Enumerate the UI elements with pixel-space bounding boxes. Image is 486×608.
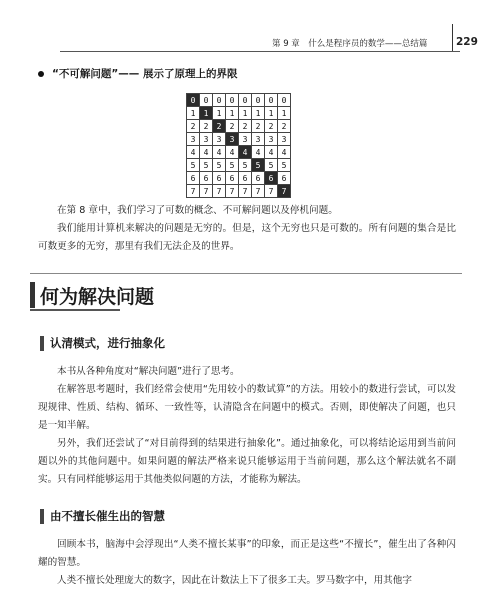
grid-cell-diagonal: 0: [187, 94, 200, 107]
header-divider: [452, 24, 453, 52]
subsection-2-title: 由不擅长催生出的智慧: [50, 509, 165, 523]
grid-row: [187, 146, 291, 159]
subsection-1-paragraph-1: 本书从各种角度对“解决问题”进行了思考。: [57, 366, 240, 377]
grid-cell: 7: [187, 185, 200, 198]
grid-row: [187, 185, 291, 198]
diagonal-grid: [186, 93, 291, 198]
grid-cell: 0: [265, 94, 278, 107]
grid-cell: 0: [239, 94, 252, 107]
intro-paragraph-1: 在第 8 章中，我们学习了可数的概念、不可解问题以及停机问题。: [57, 205, 338, 216]
grid-cell-diagonal: 6: [265, 172, 278, 185]
grid-cell: 0: [213, 94, 226, 107]
grid-row: [187, 107, 291, 120]
grid-cell: 0: [278, 94, 291, 107]
grid-cell-diagonal: 3: [226, 133, 239, 146]
grid-cell: 2: [278, 120, 291, 133]
grid-cell: 5: [278, 159, 291, 172]
subsection-1-paragraph-3: 另外，我们还尝试了“对目前得到的结果进行抽象化”。通过抽象化，可以将结论运用到当前问题以外的其他问题中。如果问题的解法严格来说只能够运用于当前问题，那么这个解法就名不副实。只有同样能够运用于其他类似问题的方法，才能称为解法。: [38, 438, 456, 485]
grid-cell: 6: [213, 172, 226, 185]
subsection-1-marker: [40, 336, 44, 351]
grid-cell: 6: [187, 172, 200, 185]
section-underline: [30, 309, 120, 311]
grid-cell: 6: [252, 172, 265, 185]
grid-cell: 5: [265, 159, 278, 172]
grid-cell: 7: [226, 185, 239, 198]
grid-cell: 7: [239, 185, 252, 198]
grid-cell: 6: [278, 172, 291, 185]
grid-cell: 0: [226, 94, 239, 107]
grid-cell-diagonal: 5: [252, 159, 265, 172]
grid-cell: 1: [278, 107, 291, 120]
grid-cell-diagonal: 2: [213, 120, 226, 133]
grid-cell: 3: [200, 133, 213, 146]
grid-cell: 4: [187, 146, 200, 159]
grid-row: [187, 159, 291, 172]
chapter-header: 第 9 章 什么是程序员的数学——总结篇: [272, 39, 428, 49]
grid-row: [187, 172, 291, 185]
grid-cell: 2: [252, 120, 265, 133]
grid-cell: 7: [252, 185, 265, 198]
grid-cell: 3: [278, 133, 291, 146]
subsection-1-title: 认清模式，进行抽象化: [50, 336, 165, 350]
grid-cell: 3: [213, 133, 226, 146]
grid-cell: 1: [187, 107, 200, 120]
grid-cell: 6: [226, 172, 239, 185]
grid-cell-diagonal: 1: [200, 107, 213, 120]
grid-cell: 2: [265, 120, 278, 133]
grid-row: [187, 94, 291, 107]
grid-cell: 3: [239, 133, 252, 146]
grid-cell: 1: [239, 107, 252, 120]
grid-cell: 4: [265, 146, 278, 159]
grid-cell: 4: [278, 146, 291, 159]
grid-cell: 2: [200, 120, 213, 133]
grid-cell: 7: [213, 185, 226, 198]
grid-cell: 3: [252, 133, 265, 146]
section-marker: [30, 282, 35, 308]
grid-cell: 5: [226, 159, 239, 172]
header-rule: [60, 51, 460, 52]
page-number: 229: [456, 36, 478, 48]
grid-cell: 1: [213, 107, 226, 120]
grid-cell: 2: [226, 120, 239, 133]
grid-cell: 4: [252, 146, 265, 159]
grid-cell: 5: [213, 159, 226, 172]
grid-cell: 0: [252, 94, 265, 107]
grid-cell: 2: [187, 120, 200, 133]
grid-cell: 0: [200, 94, 213, 107]
grid-cell: 7: [200, 185, 213, 198]
grid-cell: 5: [200, 159, 213, 172]
grid-cell: 3: [265, 133, 278, 146]
grid-cell: 1: [265, 107, 278, 120]
section-title: 何为解决问题: [40, 286, 155, 308]
subsection-2-paragraph-1: 回顾本书，脑海中会浮现出“人类不擅长某事”的印象，而正是这些“不擅长”，催生出了各种闪耀的智慧。: [38, 539, 456, 568]
grid-cell: 4: [200, 146, 213, 159]
section-top-rule: [30, 273, 462, 274]
bullet-dot-icon: [38, 71, 44, 77]
subsection-2-marker: [40, 509, 44, 524]
grid-cell: 1: [252, 107, 265, 120]
grid-cell: 4: [226, 146, 239, 159]
subsection-2-paragraph-2: 人类不擅长处理庞大的数字，因此在计数法上下了很多工夫。罗马数字中，用其他字: [57, 575, 412, 586]
grid-cell: 2: [239, 120, 252, 133]
grid-cell: 5: [187, 159, 200, 172]
subsection-1-paragraph-2: 在解答思考题时，我们经常会使用“先用较小的数试算”的方法。用较小的数进行尝试，可以发现规律、性质、结构、循环、一致性等，认清隐含在问题中的模式。否则，即使解决了问题，也只是一知半解。: [38, 384, 456, 431]
grid-cell-diagonal: 4: [239, 146, 252, 159]
grid-row: [187, 120, 291, 133]
grid-cell: 3: [187, 133, 200, 146]
grid-cell: 7: [265, 185, 278, 198]
grid-cell: 5: [239, 159, 252, 172]
grid-cell: 4: [213, 146, 226, 159]
grid-cell: 6: [239, 172, 252, 185]
grid-cell: 1: [226, 107, 239, 120]
grid-cell-diagonal: 7: [278, 185, 291, 198]
grid-row: [187, 133, 291, 146]
bullet-heading: “不可解问题”—— 展示了原理上的界限: [52, 68, 238, 80]
intro-paragraph-2: 我们能用计算机来解决的问题是无穷的。但是，这个无穷也只是可数的。所有问题的集合是比可数更多的无穷，那里有我们无法企及的世界。: [38, 223, 456, 252]
grid-cell: 6: [200, 172, 213, 185]
